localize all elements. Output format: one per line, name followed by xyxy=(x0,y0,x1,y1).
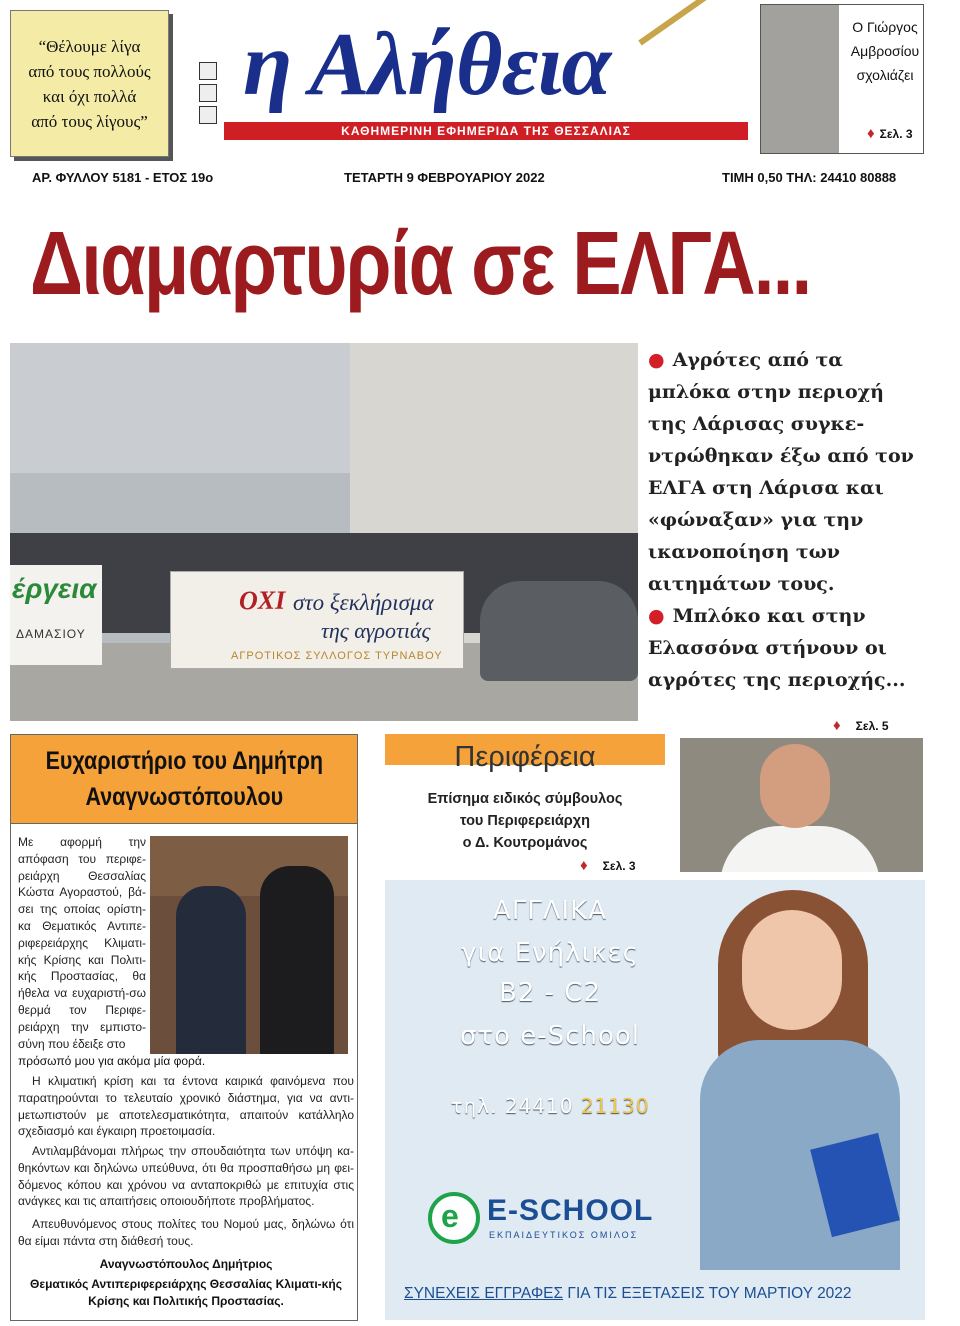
photo-banner-main xyxy=(170,571,464,669)
protest-photo[interactable] xyxy=(10,343,638,721)
logo-icon xyxy=(199,106,217,124)
masthead-tagline: ΚΑΘΗΜΕΡΙΝΗ ΕΦΗΜΕΡΙΔΑ ΤΗΣ ΘΕΣΣΑΛΙΑΣ xyxy=(224,122,748,140)
motto-text: “Θέλουμε λίγα από τους πολλούς και όχι πολλά από τους λίγους” xyxy=(28,36,151,131)
thanks-signature-role: Θεματικός Αντιπεριφερειάρχης Θεσσαλίας Κλιματι-κής Κρίσης και Πολιτικής Προστασίας. xyxy=(30,1277,342,1308)
partner-logos xyxy=(199,62,219,142)
ad-line3: B2 - C2 xyxy=(499,978,601,1008)
ad-brand: E-SCHOOL xyxy=(487,1194,654,1227)
banner-org: ΑΓΡΟΤΙΚΟΣ ΣΥΛΛΟΓΟΣ ΤΥΡΝΑΒΟΥ xyxy=(231,650,443,662)
ad-footer: ΣΥΝΕΧΕΙΣ ΕΓΓΡΑΦΕΣ ΓΙΑ ΤΙΣ ΕΞΕΤΑΣΕΙΣ ΤΟΥ ΜΑΡΤΙΟΥ 2022 xyxy=(404,1285,852,1302)
photo-car xyxy=(480,581,638,681)
ad-line4: στο e-School xyxy=(460,1021,640,1051)
thanks-title: Ευχαριστήριο του Δημήτρη Αναγνωστόπουλου xyxy=(45,747,323,811)
thanks-intro: Με αφορμή την απόφαση του περιφε-ρειάρχη Θεσσαλίας Κώστα Αγοραστού, βά-σει της οποίας ορίστη-κα Θεματικός Αντιπε-ριφερειάρχης Κλιματι-κής Κρίσης και Πολιτι-κής Προστασίας, θα ήθελα να ευχαριστή-σω θερμά τον Περιφε-ρειάρχη την εμπιστο-σύνη που έδειξε στο xyxy=(18,835,146,1051)
price-phone: ΤΙΜΗ 0,50 ΤΗΛ: 24410 80888 xyxy=(722,170,897,185)
diamond-icon: ♦ xyxy=(580,857,588,874)
banner-left-text: έργεια xyxy=(12,573,97,604)
region-page-ref[interactable]: ♦ Σελ. 3 xyxy=(580,857,636,874)
banner-left-sub: ΔΑΜΑΣΙΟΥ xyxy=(16,627,86,641)
columnist-box[interactable] xyxy=(760,4,924,154)
region-article-text[interactable]: Επίσημα ειδικός σύμβουλος του Περιφερειάρχη ο Δ. Κουτρομάνος xyxy=(427,791,623,851)
logo-icon xyxy=(199,84,217,102)
region-section-title[interactable]: Περιφέρεια xyxy=(454,741,596,773)
issue-number: ΑΡ. ΦΥΛΛΟΥ 5181 - ΕΤΟΣ 19ο xyxy=(32,170,214,185)
thanks-paragraph: Απευθυνόμενος στους πολίτες του Νομού μας, δηλώνω ότι θα είμαι πάντα στη διάθεσή τους. xyxy=(18,1217,354,1248)
ad-student-image xyxy=(700,890,900,1270)
banner-line2: της αγροτιάς xyxy=(321,618,431,643)
columnist-page-ref xyxy=(867,125,913,142)
columnist-page: Σελ. 3 xyxy=(879,127,913,141)
banner-line1: στο ξεκλήρισμα xyxy=(293,590,434,615)
ad-phone[interactable]: τηλ. 24410 21130 xyxy=(450,1094,650,1118)
pen-icon xyxy=(638,0,732,45)
ad-line2: για Ενήλικες xyxy=(461,938,639,968)
ad-brand-sub: ΕΚΠΑΙΔΕΥΤΙΚΟΣ ΟΜΙΛΟΣ xyxy=(489,1230,639,1240)
thanks-signature-name: Αναγνωστόπουλος Δημήτριος xyxy=(99,1257,273,1271)
thanks-paragraph: Η κλιματική κρίση και τα έντονα καιρικά φαινόμενα που παρατηρούνται το τελευταίο χρονικό διάστημα, για να αντι-μετωπιστούν με αποτελεσματικότητα, απαιτούν κατάλληλο σχεδιασμό και έγκαιρη προετοιμασία. xyxy=(18,1074,354,1139)
thanks-paragraph: Αντιλαμβάνομαι πλήρως την σπουδαιότητα των υπόψη κα-θηκόντων και δηλώνω υπεύθυνα, ότι θα προσπαθήσω μη φει-δόμενος κόπου και χρόνου να ανταποκριθώ με επιτυχία στις ανάγκες και τις απαιτήσεις οποιουδήποτε προβλήματος. xyxy=(18,1144,354,1209)
diamond-icon: ♦ xyxy=(867,125,875,142)
photo-face xyxy=(760,744,830,828)
ad-face xyxy=(742,910,842,1030)
page-headline[interactable]: Διαμαρτυρία σε ΕΛΓΑ... xyxy=(30,214,811,314)
columnist-photo xyxy=(761,5,839,153)
photo-person xyxy=(176,886,246,1054)
region-photo xyxy=(680,738,923,872)
motto-box xyxy=(10,10,169,157)
photo-shirt xyxy=(720,826,880,872)
bullet-icon: ● xyxy=(648,605,665,627)
ad-line1: ΑΓΓΛΙΚΑ xyxy=(492,896,608,926)
photo-person xyxy=(260,866,334,1054)
issue-date: ΤΕΤΑΡΤΗ 9 ΦΕΒΡΟΥΑΡΙΟΥ 2022 xyxy=(344,170,545,185)
thanks-title-box[interactable] xyxy=(10,734,358,824)
thanks-intro-tail: πρόσωπό μου για ακόμα μία φορά. xyxy=(18,1054,206,1068)
logo-icon xyxy=(199,62,217,80)
lead-bullet: ● Αγρότες από τα μπλόκα στην περιοχή της Λάρισας συγκε-ντρώθηκαν έξω από τον ΕΛΓΑ στη Λάρισα και «φώναξαν» για την ικανοποίηση των αιτημάτων τους. xyxy=(648,349,914,595)
bullet-icon: ● xyxy=(648,349,665,371)
masthead-title[interactable]: η Αλήθεια xyxy=(243,15,611,114)
thanks-photo xyxy=(150,836,348,1054)
issue-info-row xyxy=(32,170,924,188)
photo-banner-left xyxy=(10,565,102,665)
columnist-text: Ο Γιώργος Αμβροσίου σχολιάζει xyxy=(850,19,920,83)
lead-page-ref[interactable]: ♦ Σελ. 5 xyxy=(833,717,889,734)
diamond-icon: ♦ xyxy=(833,717,841,734)
banner-oxi: ΟΧΙ xyxy=(239,586,286,615)
lead-bullet: ● Μπλόκο και στην Ελασσόνα στήνουν οι αγρότες της περιοχής... xyxy=(648,605,906,691)
lead-bullets xyxy=(648,344,928,696)
eschool-logo-icon: e xyxy=(428,1192,480,1244)
